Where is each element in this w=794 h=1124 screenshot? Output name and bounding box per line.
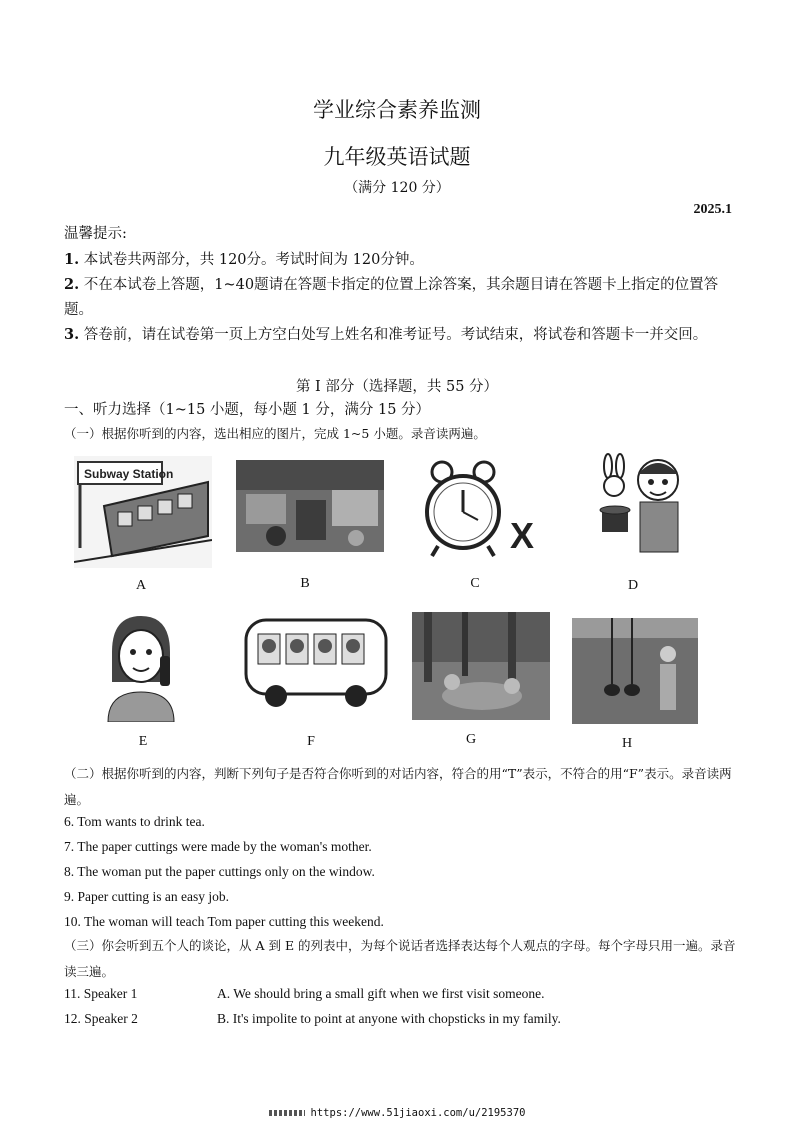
speaker-1: 11. Speaker 1 [64,986,138,1001]
statement-8: 8. The woman put the paper cuttings only on the window. [64,864,375,879]
footer-url-link[interactable]: https://www.51jiaoxi.com/u/2195370 [310,1107,526,1119]
statement-10: 10. The woman will teach Tom paper cutting this weekend. [64,914,384,929]
picture-g-label: G [465,732,477,747]
subway-sign-text: Subway Station [84,467,174,481]
tip-1-number: 1. [64,251,80,268]
exam-title: 学业综合素养监测 [313,98,481,122]
picture-c-cross-mark: X [510,515,535,556]
full-score-note: （满分 120 分） [344,180,450,196]
tip-3-text: 答卷前，请在试卷第一页上方空白处写上姓名和准考证号。考试结束，将试卷和答题卡一并交回。 [83,327,708,343]
tip-2 [64,272,736,323]
option-b: B. It's impolite to point at anyone with chopsticks in my family. [217,1011,561,1026]
exam-date: 2025.1 [693,202,732,217]
footer-line [0,1107,794,1119]
picture-a-subway [74,456,212,568]
picture-d-magician [588,452,700,564]
sub2-instruction: （二）根据你听到的内容，判断下列句子是否符合你听到的对话内容，符合的用“T”表示，不符合的用“F”表示。录音读两遍。 [64,766,732,807]
section1-heading: 一、听力选择（1~15 小题，每小题 1 分，满分 15 分） [64,402,431,418]
picture-d-label: D [627,578,639,593]
picture-b-scene [236,460,384,552]
statement-9: 9. Paper cutting is an easy job. [64,889,229,904]
picture-h-label: H [621,736,633,751]
option-a: A. We should bring a small gift when we first visit someone. [217,986,545,1001]
statement-6: 6. Tom wants to drink tea. [64,814,205,829]
sub3-instruction: （三）你会听到五个人的谈论，从 A 到 E 的列表中，为每个说话者选择表达每个人观点的字母。每个字母只用一遍。录音读三遍。 [64,938,736,979]
tip-1 [64,247,736,273]
tip-1-text: 本试卷共两部分，共 120分。考试时间为 120分钟。 [83,252,424,268]
picture-a-label: A [135,578,147,593]
tip-3 [64,322,736,348]
picture-e-label: E [138,734,148,749]
part1-heading: 第 I 部分（选择题，共 55 分） [295,379,499,395]
picture-f-bus [242,614,390,710]
picture-c-alarm-clock [418,458,546,558]
tip-2-number: 2. [64,276,80,293]
picture-h-exercise [572,618,698,724]
statement-7: 7. The paper cuttings were made by the woman's mother. [64,839,372,854]
picture-e-girl-phone [98,612,184,722]
picture-f-label: F [307,734,315,749]
exam-subtitle: 九年级英语试题 [323,145,471,169]
footer-logo-icon [269,1110,305,1116]
sub1-instruction: （一）根据你听到的内容，选出相应的图片，完成 1~5 小题。录音读两遍。 [64,426,486,441]
picture-b-label: B [300,576,310,591]
picture-c-label: C [470,576,480,591]
tip-2-text: 不在本试卷上答题，1~40题请在答题卡指定的位置上涂答案，其余题目请在答题卡上指定的位置答题。 [64,277,719,318]
speaker-2: 12. Speaker 2 [64,1011,138,1026]
picture-g-park [412,612,550,720]
tips-heading: 温馨提示: [64,226,127,242]
tip-3-number: 3. [64,326,80,343]
